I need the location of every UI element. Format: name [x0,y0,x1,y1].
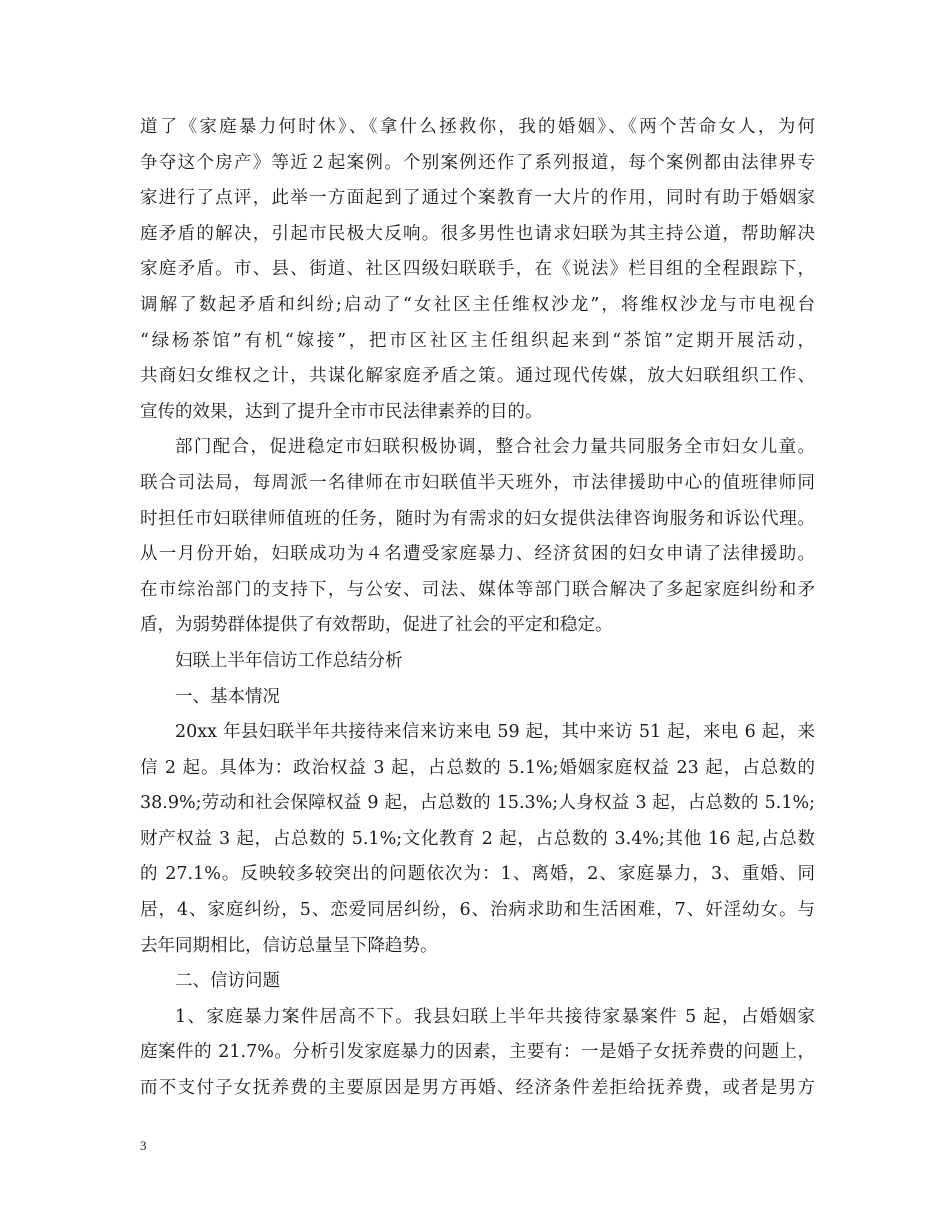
text-line: 的 27.1%。反映较多较突出的问题依次为：1、离婚，2、家庭暴力，3、重婚、同 [140,864,815,885]
text-line: 家庭矛盾。市、县、街道、社区四级妇联联手，在《说法》栏目组的全程跟踪下， [140,259,815,280]
text-line: 居，4、家庭纠纷，5、恋爱同居纠纷，6、治病求助和生活困难，7、奸淫幼女。与 [140,900,815,921]
text-line: 38.9%;劳动和社会保障权益 9 起，占总数的 15.3%;人身权益 3 起，占总数的 5.1%; [140,793,815,814]
text-line: 信 2 起。具体为：政治权益 3 起，占总数的 5.1%;婚姻家庭权益 23 起，占总数的 [140,757,815,778]
section-heading: 一、基本情况 [175,686,280,707]
text-line: 道了《家庭暴力何时休》、《拿什么拯救你，我的婚姻》、《两个苦命女人，为何 [140,117,815,137]
text-line: 部门配合，促进稳定市妇联积极协调，整合社会力量共同服务全市妇女儿童。 [175,437,815,458]
text-line: 去年同期相比，信访总量呈下降趋势。 [140,935,438,956]
document-body [140,110,815,1107]
text-line: “绿杨茶馆”有机“嫁接”，把市区社区主任组织起来到“茶馆”定期开展活动， [140,330,815,351]
text-line: 庭案件的 21.7%。分析引发家庭暴力的因素，主要有：一是婚子女抚养费的问题上， [140,1042,815,1063]
text-line: 宣传的效果，达到了提升全市市民法律素养的目的。 [140,401,543,422]
text-line: 调解了数起矛盾和纠纷;启动了“女社区主任维权沙龙”，将维权沙龙与市电视台 [140,294,815,315]
text-line: 在市综治部门的支持下，与公安、司法、媒体等部门联合解决了多起家庭纠纷和矛 [140,579,815,600]
text-line: 盾，为弱势群体提供了有效帮助，促进了社会的平定和稳定。 [140,615,613,636]
text-line: 庭矛盾的解决，引起市民极大反响。很多男性也请求妇联为其主持公道，帮助解决 [140,223,815,244]
text-line: 从一月份开始，妇联成功为４名遭受家庭暴力、经济贫困的妇女申请了法律援助。 [140,544,815,565]
section-heading: 二、信访问题 [175,971,280,992]
text-line: 而不支付子女抚养费的主要原因是男方再婚、经济条件差拒给抚养费，或者是男方 [140,1078,815,1099]
text-line: 时担任市妇联律师值班的任务，随时为有需求的妇女提供法律咨询服务和诉讼代理。 [140,508,815,529]
text-line: 联合司法局，每周派一名律师在市妇联值半天班外，市法律援助中心的值班律师同 [140,472,815,493]
text-line: 1、家庭暴力案件居高不下。我县妇联上半年共接待家暴案件 5 起，占婚姻家 [175,1006,815,1027]
text-line: 20xx 年县妇联半年共接待来信来访来电 59 起，其中来访 51 起，来电 6 起，来 [175,722,815,743]
text-line: 家进行了点评，此举一方面起到了通过个案教育一大片的作用，同时有助于婚姻家 [140,188,815,209]
section-title: 妇联上半年信访工作总结分析 [175,650,403,671]
text-line: 争夺这个房产》等近２起案例。个别案例还作了系列报道，每个案例都由法律界专 [140,152,815,173]
text-line: 共商妇女维权之计，共谋化解家庭矛盾之策。通过现代传媒，放大妇联组织工作、 [140,366,815,387]
page-number: 3 [140,1138,147,1153]
text-line: 财产权益 3 起，占总数的 5.1%;文化教育 2 起，占总数的 3.4%;其他 16 起,占总数 [140,828,815,849]
